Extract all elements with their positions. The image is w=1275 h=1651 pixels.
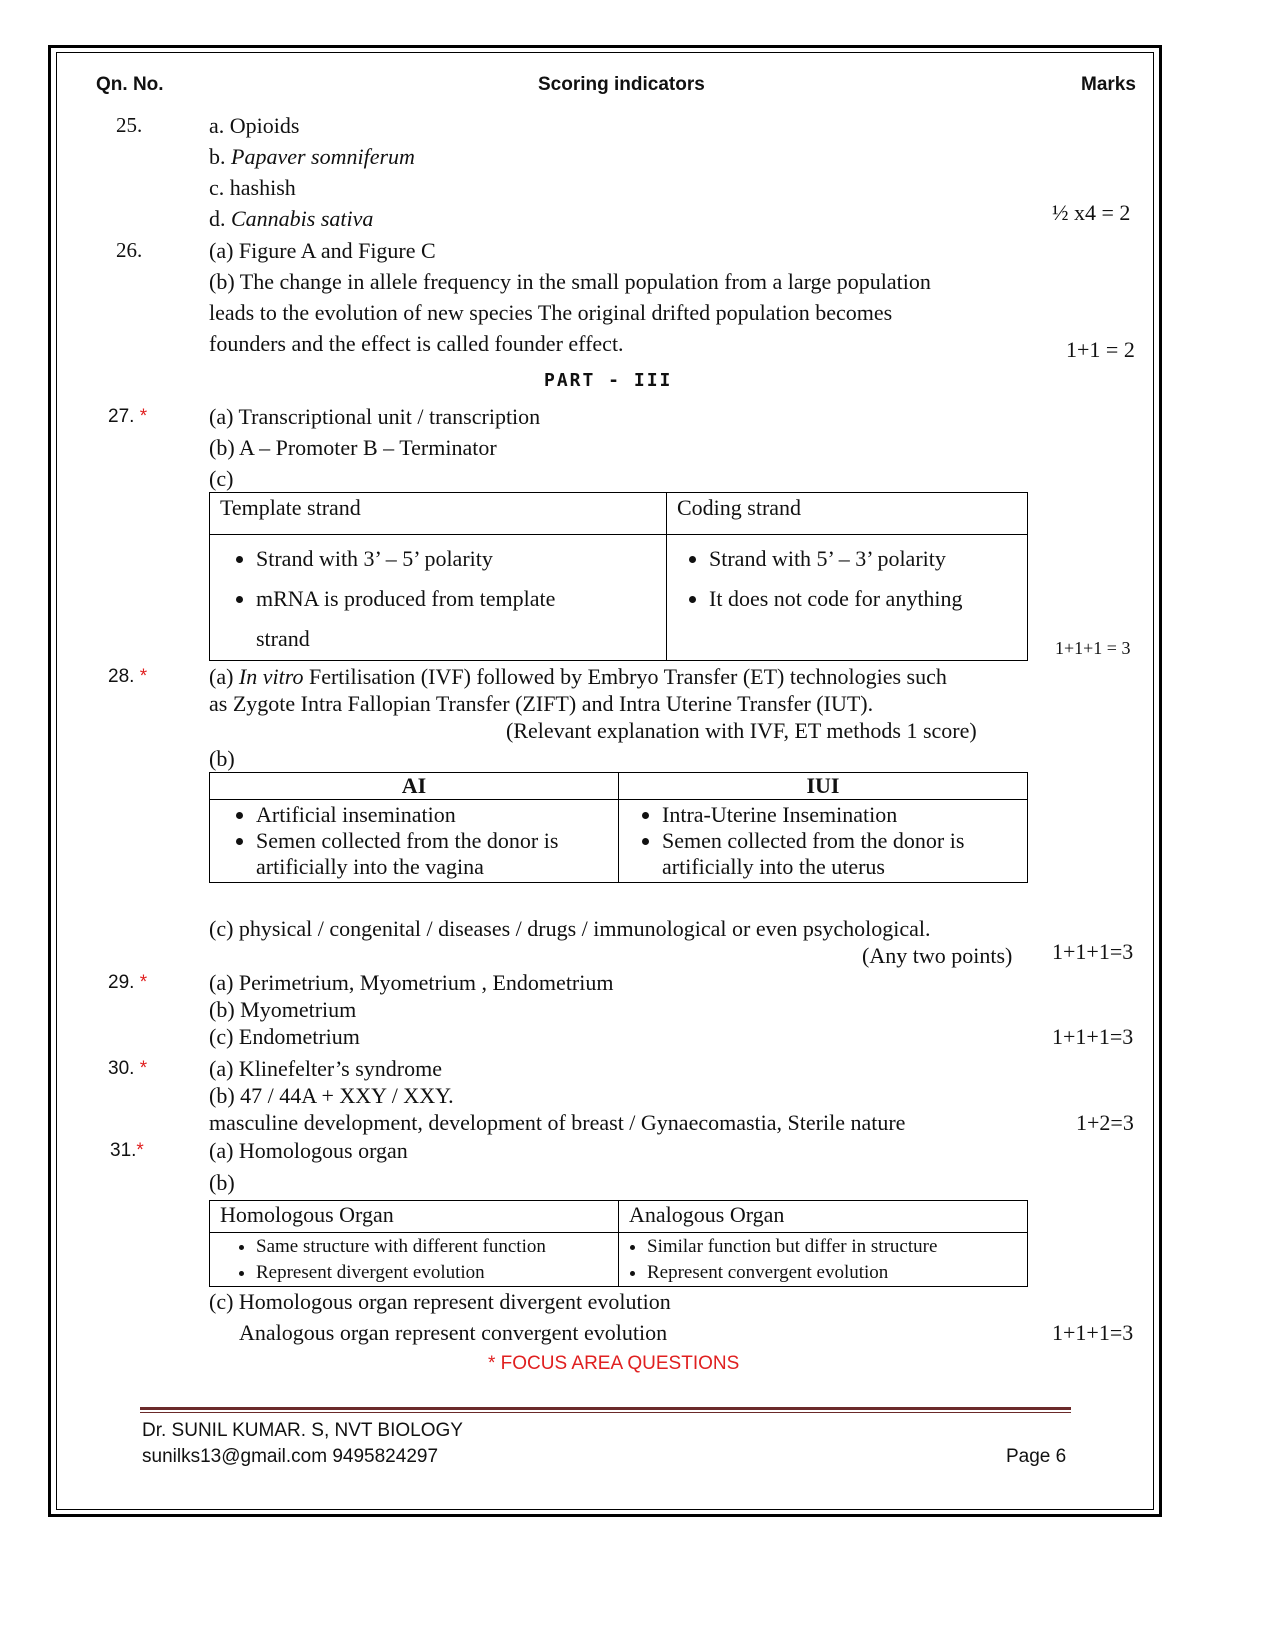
q28-mark: 1+1+1=3 <box>1052 939 1134 964</box>
focus-area-note: * FOCUS AREA QUESTIONS <box>488 1353 740 1374</box>
q27-table-coding-cell <box>667 535 1028 661</box>
q28-a-note: (Relevant explanation with IVF, ET methods 1 score) <box>506 718 977 743</box>
q27-mark: 1+1+1 = 3 <box>1055 638 1131 658</box>
focus-star: * <box>139 972 148 993</box>
q31-number: 31.* <box>110 1140 144 1161</box>
q31-c-line1: (c) Homologous organ represent divergent evolution <box>209 1289 671 1314</box>
q26-b-line1: (b) The change in allele frequency in the small population from a large population <box>209 269 931 294</box>
q28-c: (c) physical / congenital / diseases / drugs / immunological or even psychological. <box>209 916 931 941</box>
q26-a: (a) Figure A and Figure C <box>209 238 436 263</box>
q27-a: (a) Transcriptional unit / transcription <box>209 404 541 429</box>
q25-d: d. Cannabis sativa <box>209 206 374 231</box>
focus-star: * <box>139 666 148 687</box>
q30-a: (a) Klinefelter’s syndrome <box>209 1056 442 1081</box>
focus-star: * <box>139 1058 148 1079</box>
q30-mark: 1+2=3 <box>1076 1110 1134 1135</box>
q29-b: (b) Myometrium <box>209 997 357 1022</box>
q30-number: 30. * <box>108 1058 148 1079</box>
q27-b: (b) A – Promoter B – Terminator <box>209 435 497 460</box>
footer-author: Dr. SUNIL KUMAR. S, NVT BIOLOGY <box>142 1420 463 1441</box>
q31-table-header-homologous: Homologous Organ <box>210 1201 619 1233</box>
q25-number: 25. <box>116 113 143 137</box>
q28-iui-point-1: • Intra-Uterine Insemination <box>662 802 1017 828</box>
q25-c: c. hashish <box>209 175 296 200</box>
q31-a: (a) Homologous organ <box>209 1138 408 1163</box>
part-heading: PART - III <box>544 370 673 391</box>
q27-coding-point-2: • It does not code for anything <box>709 579 1017 619</box>
q31-homologous-point-1: • Same structure with different function <box>256 1234 608 1260</box>
q31-table-analogous-cell <box>619 1233 1028 1287</box>
q27-table-header-template: Template strand <box>210 493 667 535</box>
footer-rule-thin <box>140 1412 1071 1413</box>
q31-mark: 1+1+1=3 <box>1052 1320 1134 1345</box>
q26-number: 26. <box>116 238 143 262</box>
q28-table <box>209 772 1028 883</box>
q27-table <box>209 492 1028 661</box>
footer-rule <box>140 1407 1071 1410</box>
q27-template-point-1: • Strand with 3’ – 5’ polarity <box>256 539 576 579</box>
q28-table-header-iui: IUI <box>619 773 1028 800</box>
q26-mark: 1+1 = 2 <box>1066 337 1135 362</box>
focus-star: * <box>139 406 148 427</box>
q28-table-iui-cell <box>619 800 1028 883</box>
q27-number: 27. * <box>108 406 148 427</box>
header-qn: Qn. No. <box>96 74 164 95</box>
q31-analogous-point-1: • Similar function but differ in structure <box>647 1234 1017 1260</box>
q28-a-line2: as Zygote Intra Fallopian Transfer (ZIFT) and Intra Uterine Transfer (IUT). <box>209 691 874 716</box>
q31-table-homologous-cell <box>210 1233 619 1287</box>
q27-coding-point-1: • Strand with 5’ – 3’ polarity <box>709 539 1017 579</box>
q31-table <box>209 1200 1028 1287</box>
q31-table-header-analogous: Analogous Organ <box>619 1201 1028 1233</box>
q27-template-point-2: • mRNA is produced from template strand <box>256 579 576 659</box>
q25-a: a. Opioids <box>209 113 300 138</box>
q31-c-line2: Analogous organ represent convergent evolution <box>239 1320 668 1345</box>
q28-number: 28. * <box>108 666 148 687</box>
q31-homologous-point-2: • Represent divergent evolution <box>256 1260 608 1286</box>
q30-b: (b) 47 / 44A + XXY / XXY. <box>209 1083 454 1108</box>
q28-b: (b) <box>209 746 235 771</box>
header-scoring: Scoring indicators <box>538 74 705 95</box>
q25-b: b. Papaver somniferum <box>209 144 415 169</box>
q28-ai-point-2: • Semen collected from the donor is artificially into the vagina <box>256 828 608 880</box>
header-marks: Marks <box>1081 74 1136 95</box>
q27-table-template-cell <box>210 535 667 661</box>
q30-c: masculine development, development of breast / Gynaecomastia, Sterile nature <box>209 1110 906 1135</box>
q28-table-ai-cell <box>210 800 619 883</box>
q28-a-line1: (a) In vitro Fertilisation (IVF) followed by Embryo Transfer (ET) technologies such <box>209 664 947 689</box>
q28-iui-point-2: • Semen collected from the donor is artificially into the uterus <box>662 828 1017 880</box>
footer-contact: sunilks13@gmail.com 9495824297 <box>142 1446 439 1467</box>
q26-b-line3: founders and the effect is called founder effect. <box>209 331 624 356</box>
q29-a: (a) Perimetrium, Myometrium , Endometrium <box>209 970 614 995</box>
q29-number: 29. * <box>108 972 148 993</box>
q25-mark: ½ x4 = 2 <box>1052 200 1131 225</box>
q27-table-header-coding: Coding strand <box>667 493 1028 535</box>
q27-c: (c) <box>209 466 234 491</box>
q28-table-header-ai: AI <box>210 773 619 800</box>
footer-page-number: Page 6 <box>1006 1446 1067 1467</box>
focus-star: * <box>136 1140 144 1161</box>
q31-analogous-point-2: • Represent convergent evolution <box>647 1260 1017 1286</box>
q28-ai-point-1: • Artificial insemination <box>256 802 608 828</box>
q31-b: (b) <box>209 1170 235 1195</box>
q26-b-line2: leads to the evolution of new species The original drifted population becomes <box>209 300 893 325</box>
q28-c-note: (Any two points) <box>862 943 1013 968</box>
q29-mark: 1+1+1=3 <box>1052 1024 1134 1049</box>
q29-c: (c) Endometrium <box>209 1024 360 1049</box>
